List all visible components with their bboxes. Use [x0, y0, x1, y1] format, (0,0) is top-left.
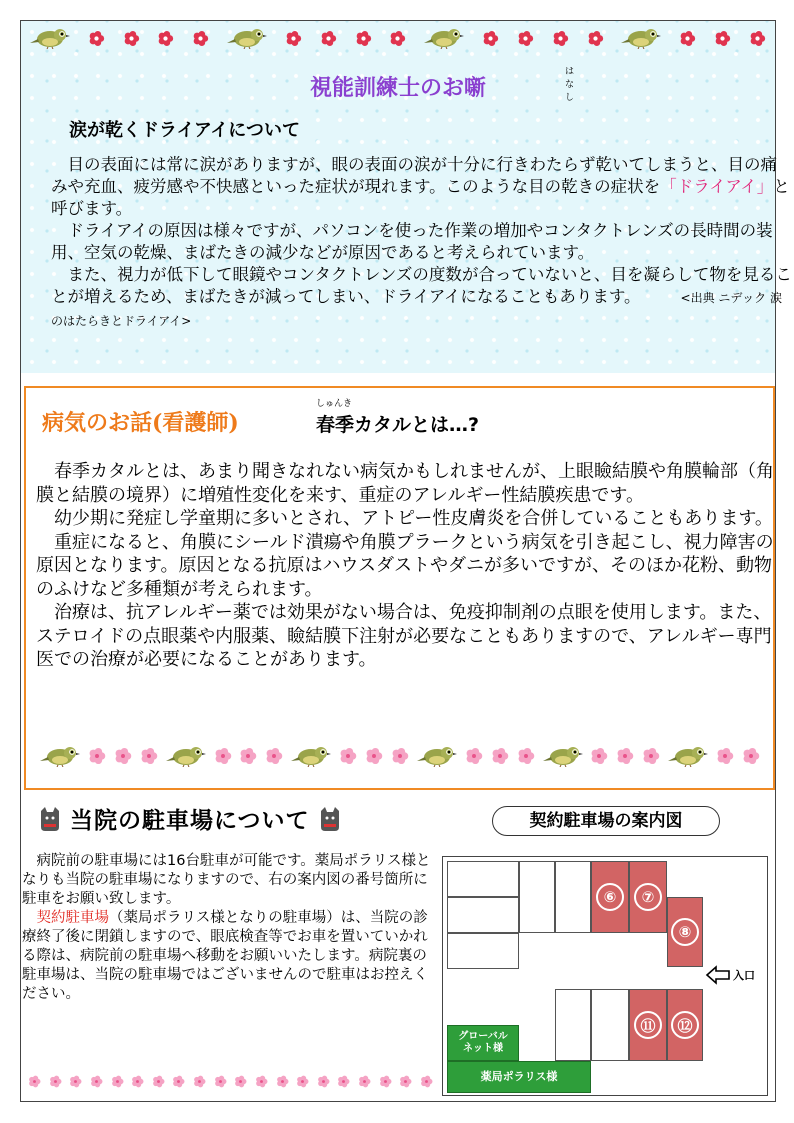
sakura-icon [465, 747, 483, 765]
bird-icon [621, 27, 661, 49]
sakura-icon [28, 1073, 41, 1086]
decorative-border-bird-sakura [40, 741, 760, 771]
parking-lot [555, 989, 591, 1061]
sakura-icon [214, 747, 232, 765]
parking-lot-6: ⑥ [591, 861, 629, 933]
entrance-marker: 入口 [705, 965, 755, 985]
section2-body [36, 460, 776, 672]
sakura-icon [365, 747, 383, 765]
section1-title: はなし 視能訓練士のお噺 [21, 71, 775, 102]
section1-subtitle: 涙が乾くドライアイについて [69, 120, 300, 141]
bird-icon [227, 27, 267, 49]
sakura-icon [491, 747, 509, 765]
vernal-catarrh-section [24, 386, 775, 790]
parking-lot [447, 897, 519, 933]
parking-map [442, 856, 768, 1096]
parking-lot [519, 861, 555, 933]
sakura-icon [140, 747, 158, 765]
parking-lot-12: ⑫ [667, 989, 703, 1061]
sakura-icon [379, 1073, 392, 1086]
pharmacy-polaris-building: 薬局ポラリス様 [447, 1061, 591, 1093]
paragraph: 契約駐車場（薬局ポラリス様となりの駐車場）は、当院の診療終了後に閉鎖しますので、眼底検査等でお車を置いていかれる際は、病院前の駐車場へ移動をお願いいたします。病院裏の駐車場は、当院の駐車場ではございませんので駐車はお控えください。 [22, 910, 428, 1002]
arrow-left-icon [705, 965, 731, 985]
sakura-icon [276, 1073, 289, 1086]
sakura-icon [111, 1073, 124, 1086]
plum-blossom-icon [192, 30, 209, 47]
sakura-icon [616, 747, 634, 765]
sakura-icon [742, 747, 760, 765]
bird-icon [291, 745, 331, 767]
plum-blossom-icon [88, 30, 105, 47]
parking-lot [555, 861, 591, 933]
decorative-border-top [21, 21, 775, 55]
plum-blossom-icon [157, 30, 174, 47]
bird-icon [166, 745, 206, 767]
paragraph: 幼少期に発症し学童期に多いとされ、アトピー性皮膚炎を合併していることもあります。 [54, 508, 773, 529]
section1-body [51, 154, 793, 332]
contract-parking-label: 契約駐車場 [36, 910, 109, 926]
paragraph: 春季カタルとは、あまり聞きなれない病気かもしれませんが、上眼瞼結膜や角膜輪部（角膜と結膜の境界）に増殖性変化を来す、重症のアレルギー性結膜疾患です。 [36, 461, 774, 506]
source-citation: <出典 ニデック 涙のはたらきとドライアイ> [51, 291, 782, 328]
sakura-icon [420, 1073, 433, 1086]
sakura-icon [399, 1073, 412, 1086]
bird-icon [668, 745, 708, 767]
sakura-icon [114, 747, 132, 765]
plum-blossom-icon [587, 30, 604, 47]
parking-lot [447, 933, 519, 969]
parking-lot [591, 989, 629, 1061]
global-net-building: グローバル ネット様 [447, 1025, 519, 1061]
cat-icon [318, 805, 342, 833]
paragraph: ドライアイの原因は様々ですが、パソコンを使った作業の増加やコンタクトレンズの長時間の装用、空気の乾燥、まばたきの減少などが原因であると考えられています。 [51, 221, 773, 262]
sakura-icon [255, 1073, 268, 1086]
sakura-icon [590, 747, 608, 765]
sakura-icon [265, 747, 283, 765]
sakura-icon [90, 1073, 103, 1086]
paragraph: 重症になると、角膜にシールド潰瘍や角膜プラークという病気を引き起こし、視力障害の原因となります。原因となる抗原はハウスダストやダニが多いですが、そのほか花粉、動物のふけなど多種類が考えられます。 [36, 531, 774, 600]
dry-eye-section [21, 21, 792, 373]
section3-body [22, 852, 440, 1004]
paragraph: 目の表面には常に涙がありますが、眼の表面の涙が十分に行きわたらず乾いてしまうと、目の痛みや充血、疲労感や不快感といった症状が現れます。このような目の乾きの症状を「ドライアイ」と呼びます。 [51, 155, 790, 218]
sakura-icon [131, 1073, 144, 1086]
plum-blossom-icon [749, 30, 766, 47]
sakura-icon [172, 1073, 185, 1086]
parking-lot-7: ⑦ [629, 861, 667, 933]
sakura-icon [296, 1073, 309, 1086]
plum-blossom-icon [552, 30, 569, 47]
sakura-icon [193, 1073, 206, 1086]
plum-blossom-icon [355, 30, 372, 47]
sakura-icon [317, 1073, 330, 1086]
decorative-border-bottom [28, 1068, 433, 1090]
section2-subtitle: 春季カタルとは…? [316, 414, 480, 436]
section3-title: 当院の駐車場について [38, 802, 342, 835]
parking-lot-8: ⑧ [667, 897, 703, 967]
sakura-icon [391, 747, 409, 765]
paragraph: 病院前の駐車場には16台駐車が可能です。薬局ポラリス様となりも当院の駐車場になりますので、右の案内図の番号箇所に駐車をお願い致します。 [22, 853, 431, 907]
sakura-icon [49, 1073, 62, 1086]
subtitle-ruby: しゅんき [316, 399, 353, 409]
sakura-icon [88, 747, 106, 765]
bird-icon [40, 745, 80, 767]
plum-blossom-icon [389, 30, 406, 47]
cat-icon [38, 805, 62, 833]
sakura-icon [239, 747, 257, 765]
plum-blossom-icon [679, 30, 696, 47]
sakura-icon [234, 1073, 247, 1086]
sakura-icon [358, 1073, 371, 1086]
bird-icon [417, 745, 457, 767]
sakura-icon [214, 1073, 227, 1086]
dry-eye-highlight: 「ドライアイ」 [660, 177, 774, 196]
sakura-icon [517, 747, 535, 765]
paragraph: また、視力が低下して眼鏡やコンタクトレンズの度数が合っていないと、目を凝らして物を見ることが増えるため、まばたきが減ってしまい、ドライアイになることもあります。 <出典 ニデック 涙のはたらきとドライアイ> [51, 265, 792, 328]
paragraph: 治療は、抗アレルギー薬では効果がない場合は、免疫抑制剤の点眼を使用します。また、ステロイドの点眼薬や内服薬、瞼結膜下注射が必要なこともありますので、アレルギー専門医での治療が必要になることがあります。 [36, 602, 772, 670]
parking-map-label: 契約駐車場の案内図 [492, 806, 720, 836]
parking-lot [447, 861, 519, 897]
sakura-icon [152, 1073, 165, 1086]
plum-blossom-icon [517, 30, 534, 47]
sakura-icon [339, 747, 357, 765]
plum-blossom-icon [123, 30, 140, 47]
sakura-icon [337, 1073, 350, 1086]
section2-title: 病気のお話(看護師) [42, 410, 239, 436]
bird-icon [30, 27, 70, 49]
title-ruby: はなし [564, 67, 574, 103]
bird-icon [543, 745, 583, 767]
parking-lot-11: ⑪ [629, 989, 667, 1061]
plum-blossom-icon [285, 30, 302, 47]
sakura-icon [69, 1073, 82, 1086]
plum-blossom-icon [320, 30, 337, 47]
sakura-icon [716, 747, 734, 765]
sakura-icon [642, 747, 660, 765]
bird-icon [424, 27, 464, 49]
plum-blossom-icon [482, 30, 499, 47]
plum-blossom-icon [714, 30, 731, 47]
